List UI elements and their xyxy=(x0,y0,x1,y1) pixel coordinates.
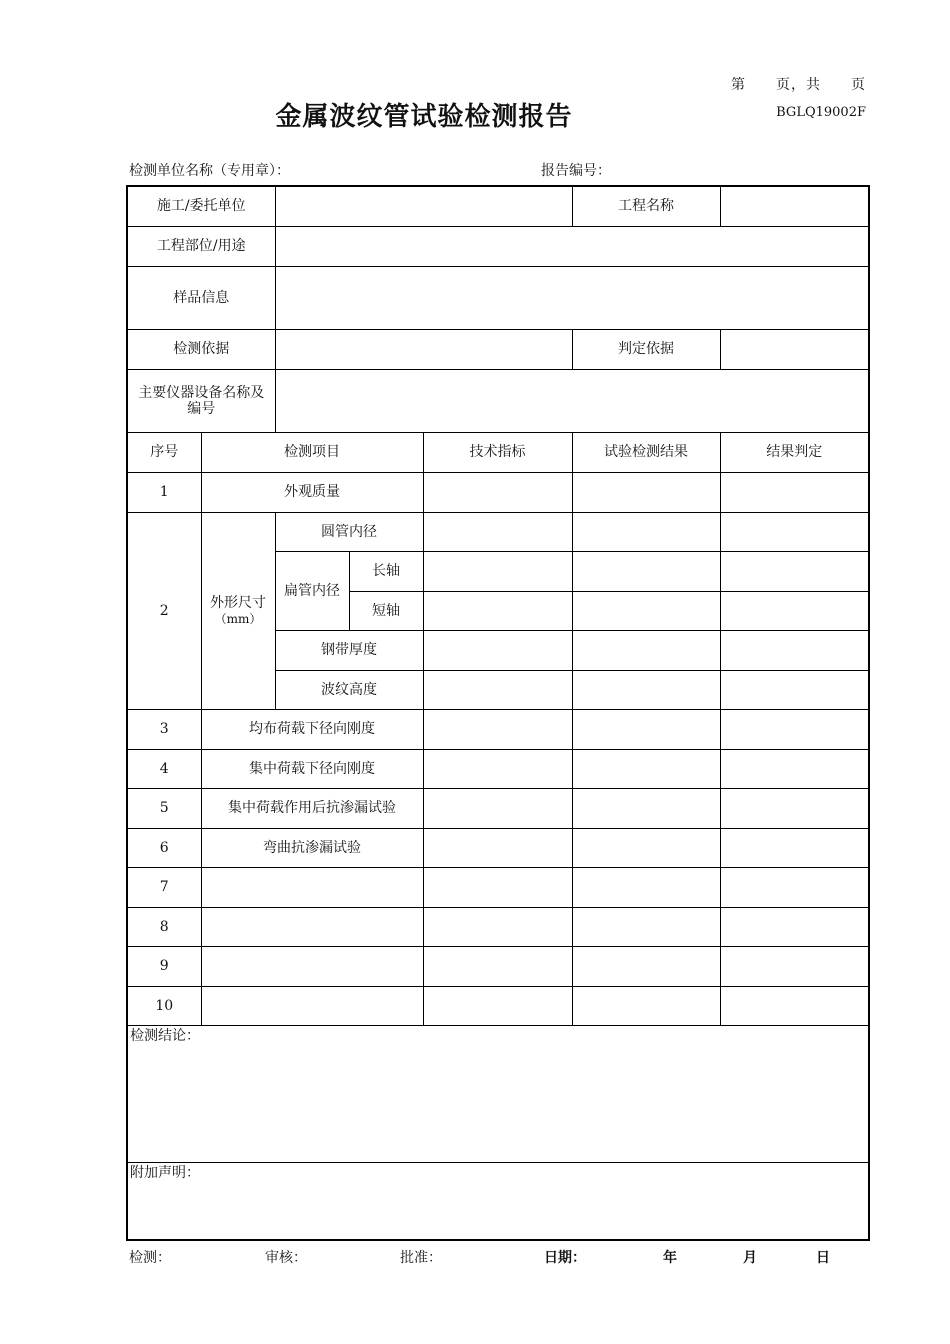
row-number: 2 xyxy=(127,512,201,709)
spec-cell[interactable] xyxy=(423,749,572,788)
spec-cell[interactable] xyxy=(423,551,572,591)
result-cell[interactable] xyxy=(572,788,720,828)
dimension-unit: （mm） xyxy=(214,611,262,626)
row-item-name: 集中荷载作用后抗渗漏试验 xyxy=(201,788,423,828)
row-item-name: 弯曲抗渗漏试验 xyxy=(201,828,423,867)
table-row xyxy=(127,749,869,788)
result-cell[interactable] xyxy=(572,472,720,512)
conclusion-label: 检测结论： xyxy=(130,1027,200,1044)
month-label: 月 xyxy=(743,1250,757,1266)
day-label: 日 xyxy=(816,1250,830,1266)
dimension-label xyxy=(201,512,275,709)
statement-label: 附加声明： xyxy=(130,1164,200,1181)
spec-cell[interactable] xyxy=(423,788,572,828)
table-row xyxy=(127,946,869,986)
result-cell[interactable] xyxy=(572,591,720,630)
equipment-label xyxy=(127,369,275,432)
header-no: 序号 xyxy=(127,432,201,472)
dimension-label-line1: 外形尺寸 xyxy=(210,594,266,611)
unit-label: 检测单位名称（专用章）： xyxy=(129,163,290,179)
result-cell[interactable] xyxy=(572,867,720,907)
result-cell[interactable] xyxy=(572,907,720,946)
header-judgement: 结果判定 xyxy=(720,432,869,472)
equipment-value[interactable] xyxy=(275,369,869,432)
judgement-cell[interactable] xyxy=(720,630,869,670)
flat-inner-label: 扁管内径 xyxy=(275,551,349,630)
info-row-sample xyxy=(127,266,869,329)
tester-label: 检测： xyxy=(129,1250,171,1266)
result-cell[interactable] xyxy=(572,551,720,591)
header-item: 检测项目 xyxy=(201,432,423,472)
row-number: 4 xyxy=(127,749,201,788)
info-row-client xyxy=(127,186,869,226)
page-info: 第 页，共 页 xyxy=(731,77,866,93)
date-label: 日期： xyxy=(544,1250,586,1266)
judgement-cell[interactable] xyxy=(720,591,869,630)
spec-cell[interactable] xyxy=(423,709,572,749)
spec-cell[interactable] xyxy=(423,472,572,512)
row-item-name[interactable] xyxy=(201,907,423,946)
equipment-label-line1: 主要仪器设备名称及 xyxy=(138,384,265,401)
table-row xyxy=(127,709,869,749)
row-number: 5 xyxy=(127,788,201,828)
location-label: 工程部位/用途 xyxy=(127,226,275,266)
location-value[interactable] xyxy=(275,226,869,266)
info-row-equipment xyxy=(127,369,869,432)
header-spec: 技术指标 xyxy=(423,432,572,472)
report-number-label: 报告编号： xyxy=(541,163,611,179)
result-cell[interactable] xyxy=(572,670,720,709)
approver-label: 批准： xyxy=(400,1250,442,1266)
result-cell[interactable] xyxy=(572,828,720,867)
row-number: 8 xyxy=(127,907,201,946)
header-result: 试验检测结果 xyxy=(572,432,720,472)
row-item-name[interactable] xyxy=(201,867,423,907)
spec-cell[interactable] xyxy=(423,591,572,630)
spec-cell[interactable] xyxy=(423,630,572,670)
basis-value[interactable] xyxy=(275,329,572,369)
form-code: BGLQ19002F xyxy=(776,105,866,120)
sample-label: 样品信息 xyxy=(127,266,275,329)
report-table xyxy=(126,185,870,1241)
spec-cell[interactable] xyxy=(423,907,572,946)
judgement-cell[interactable] xyxy=(720,512,869,551)
equipment-label-line2: 编号 xyxy=(187,400,216,417)
short-axis-label: 短轴 xyxy=(349,591,423,630)
table-row xyxy=(127,472,869,512)
judgement-cell[interactable] xyxy=(720,867,869,907)
judge-basis-value[interactable] xyxy=(720,329,869,369)
result-cell[interactable] xyxy=(572,946,720,986)
spec-cell[interactable] xyxy=(423,512,572,551)
judgement-cell[interactable] xyxy=(720,709,869,749)
row-item-name: 外观质量 xyxy=(201,472,423,512)
statement-cell[interactable] xyxy=(127,1162,869,1240)
long-axis-label: 长轴 xyxy=(349,551,423,591)
judge-basis-label: 判定依据 xyxy=(572,329,720,369)
result-cell[interactable] xyxy=(572,986,720,1025)
row-item-name[interactable] xyxy=(201,986,423,1025)
conclusion-row xyxy=(127,1025,869,1162)
row-item-name[interactable] xyxy=(201,946,423,986)
project-value[interactable] xyxy=(720,186,869,226)
result-cell[interactable] xyxy=(572,630,720,670)
spec-cell[interactable] xyxy=(423,828,572,867)
row-number: 9 xyxy=(127,946,201,986)
row-item-name: 集中荷载下径向刚度 xyxy=(201,749,423,788)
spec-cell[interactable] xyxy=(423,946,572,986)
project-label: 工程名称 xyxy=(572,186,720,226)
row-number: 7 xyxy=(127,867,201,907)
table-row xyxy=(127,986,869,1025)
year-label: 年 xyxy=(663,1250,677,1266)
row-number: 6 xyxy=(127,828,201,867)
result-cell[interactable] xyxy=(572,749,720,788)
row-number: 10 xyxy=(127,986,201,1025)
judgement-cell[interactable] xyxy=(720,788,869,828)
conclusion-cell[interactable] xyxy=(127,1025,869,1162)
judgement-cell[interactable] xyxy=(720,946,869,986)
round-inner-label: 圆管内径 xyxy=(275,512,423,551)
result-cell[interactable] xyxy=(572,709,720,749)
table-row xyxy=(127,907,869,946)
page-title: 金属波纹管试验检测报告 xyxy=(275,102,573,132)
result-cell[interactable] xyxy=(572,512,720,551)
info-row-location xyxy=(127,226,869,266)
row-item-name: 均布荷载下径向刚度 xyxy=(201,709,423,749)
statement-row xyxy=(127,1162,869,1240)
table-row xyxy=(127,512,869,551)
judgement-cell[interactable] xyxy=(720,907,869,946)
judgement-cell[interactable] xyxy=(720,749,869,788)
table-row xyxy=(127,867,869,907)
client-value[interactable] xyxy=(275,186,572,226)
row-number: 3 xyxy=(127,709,201,749)
wave-height-label: 波纹高度 xyxy=(275,670,423,709)
spec-cell[interactable] xyxy=(423,867,572,907)
judgement-cell[interactable] xyxy=(720,551,869,591)
spec-cell[interactable] xyxy=(423,670,572,709)
basis-label: 检测依据 xyxy=(127,329,275,369)
sample-value[interactable] xyxy=(275,266,869,329)
table-row xyxy=(127,788,869,828)
table-header-row xyxy=(127,432,869,472)
judgement-cell[interactable] xyxy=(720,828,869,867)
steel-thickness-label: 钢带厚度 xyxy=(275,630,423,670)
info-row-basis xyxy=(127,329,869,369)
client-label: 施工/委托单位 xyxy=(127,186,275,226)
judgement-cell[interactable] xyxy=(720,472,869,512)
judgement-cell[interactable] xyxy=(720,986,869,1025)
row-number: 1 xyxy=(127,472,201,512)
table-row xyxy=(127,828,869,867)
judgement-cell[interactable] xyxy=(720,670,869,709)
reviewer-label: 审核： xyxy=(265,1250,307,1266)
spec-cell[interactable] xyxy=(423,986,572,1025)
